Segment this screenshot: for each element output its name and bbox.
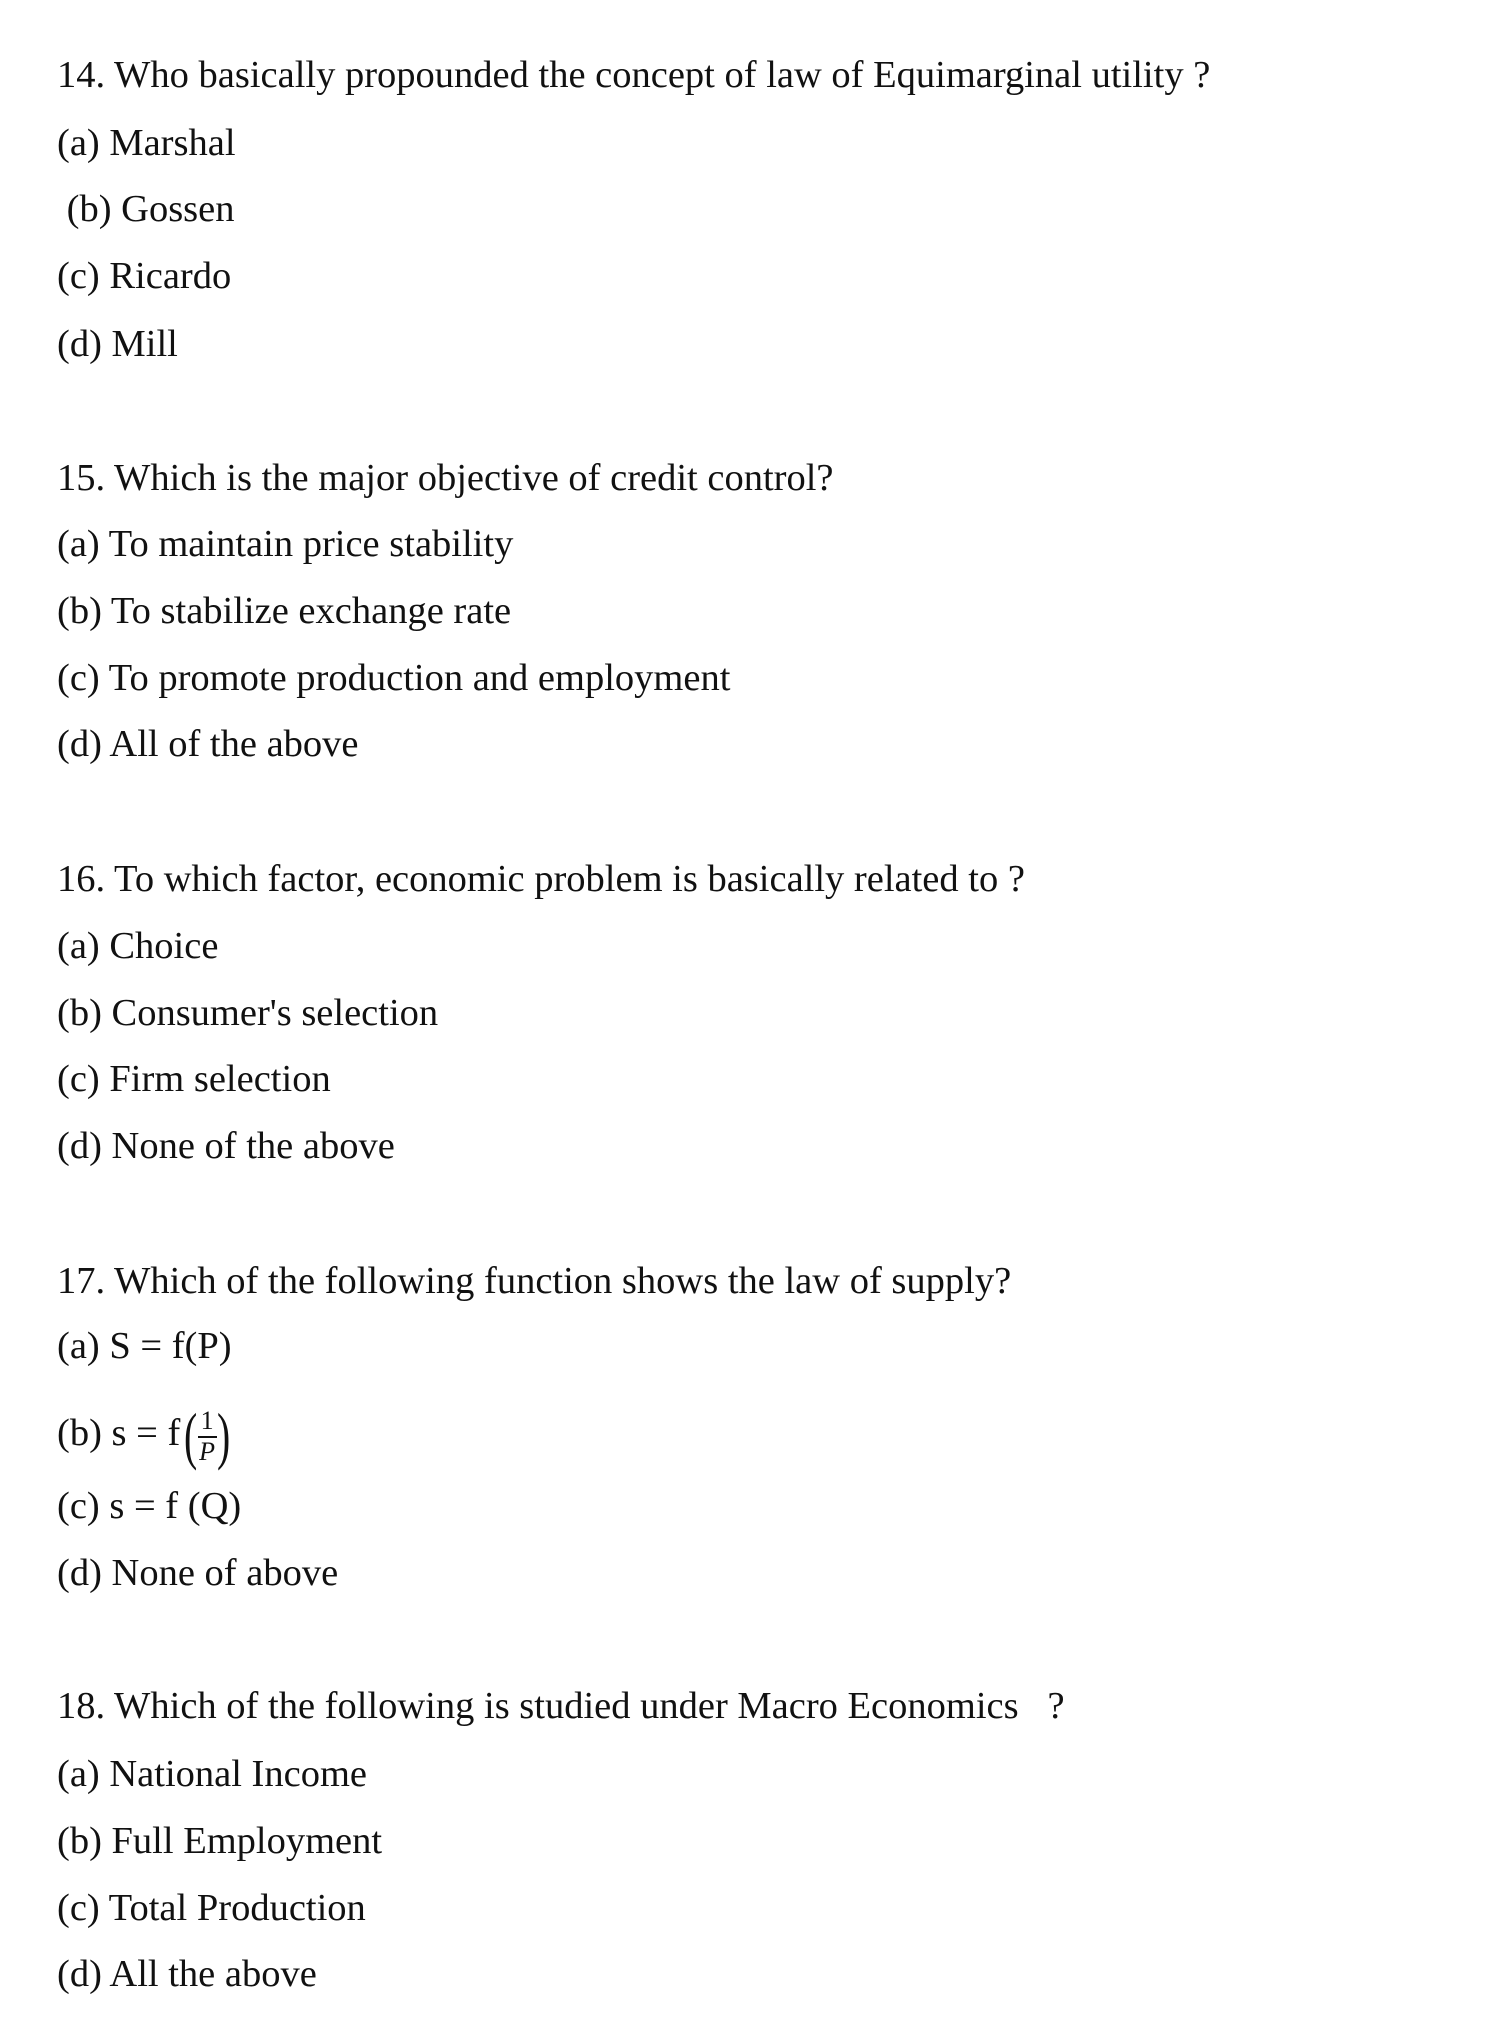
option-d: (d) None of the above [57, 1125, 395, 1167]
question-text: 17. Which of the following function shows the law of supply? [57, 1260, 1012, 1302]
option-b-prefix: (b) s = f [57, 1412, 181, 1454]
question-text: 18. Which of the following is studied under Macro Economics ? [57, 1685, 1065, 1727]
paren-open: ( [184, 1400, 198, 1472]
fraction-denominator: P [199, 1436, 216, 1466]
fraction [198, 1405, 217, 1466]
option-b [57, 1400, 234, 1472]
option-b: (b) To stabilize exchange rate [57, 590, 512, 632]
option-c: (c) To promote production and employment [57, 657, 731, 699]
option-d: (d) All of the above [57, 723, 359, 765]
option-c: (c) Firm selection [57, 1058, 331, 1100]
option-b: (b) Consumer's selection [57, 992, 439, 1034]
option-a: (a) Choice [57, 925, 219, 967]
question-text: 14. Who basically propounded the concept of law of Equimarginal utility ? [57, 54, 1211, 96]
option-d: (d) All the above [57, 1953, 317, 1995]
option-a: (a) S = f(P) [57, 1325, 232, 1367]
option-c: (c) Ricardo [57, 255, 232, 297]
paren-close: ) [216, 1400, 230, 1472]
option-a: (a) Marshal [57, 122, 236, 164]
fraction-numerator: 1 [198, 1408, 217, 1438]
option-d: (d) None of above [57, 1552, 339, 1594]
question-text: 15. Which is the major objective of credit control? [57, 457, 834, 499]
option-a: (a) National Income [57, 1753, 367, 1795]
question-text: 16. To which factor, economic problem is basically related to ? [57, 858, 1025, 900]
option-a: (a) To maintain price stability [57, 523, 514, 565]
option-c: (c) s = f (Q) [57, 1485, 242, 1527]
option-c: (c) Total Production [57, 1887, 366, 1929]
option-b: (b) Full Employment [57, 1820, 383, 1862]
option-d: (d) Mill [57, 323, 178, 365]
option-b: (b) Gossen [57, 188, 235, 230]
